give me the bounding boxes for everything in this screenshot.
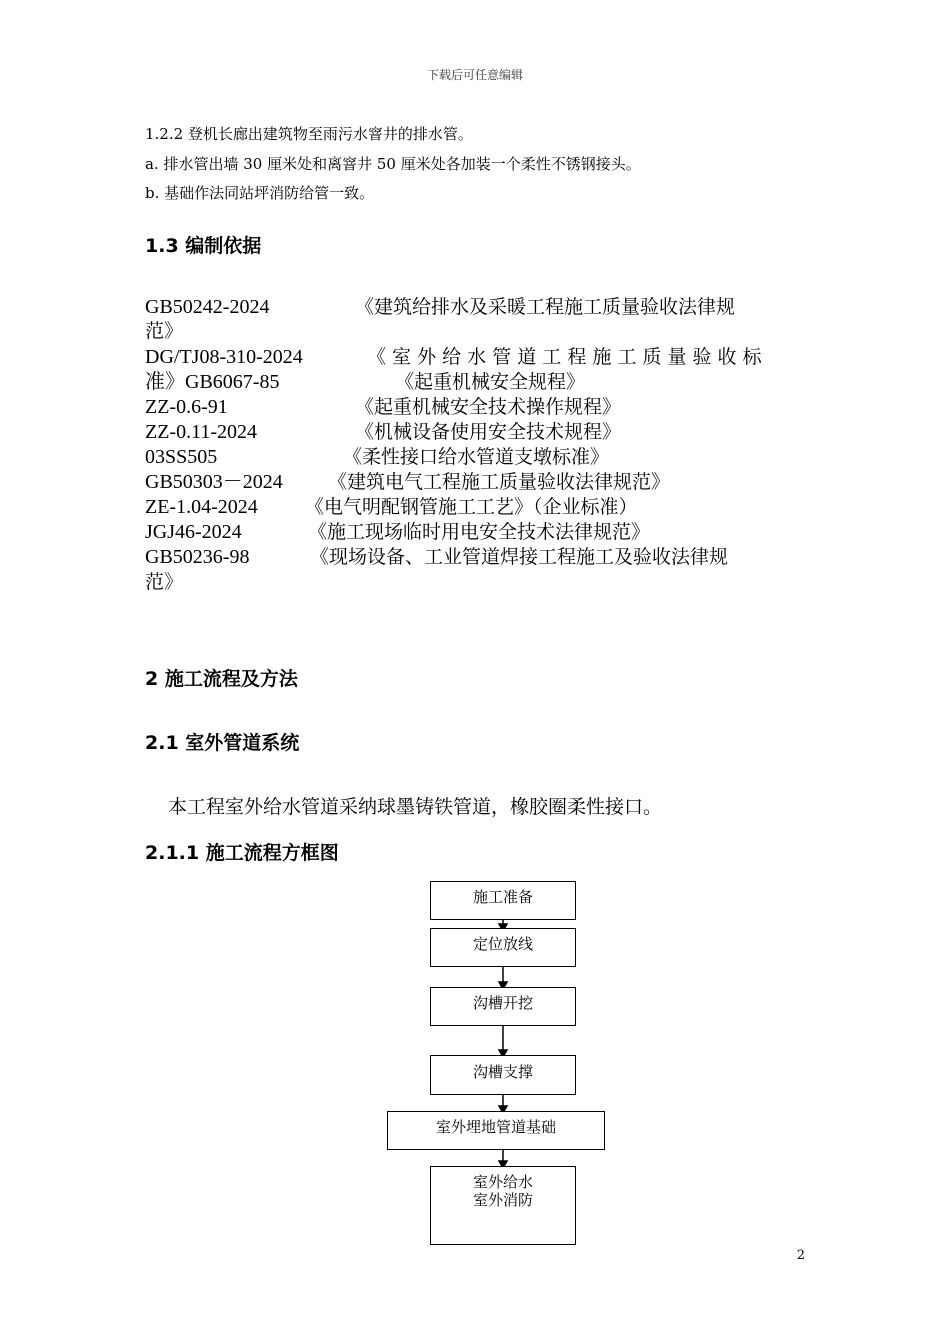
reference-code: ZZ-0.6-91 [145, 396, 228, 418]
reference-code: JGJ46-2024 [145, 521, 242, 543]
reference-code: ZE-1.04-2024 [145, 496, 258, 518]
flow-step-label: 室外埋地管道基础 [435, 1118, 556, 1136]
flow-step-label: 室外给水 [472, 1173, 533, 1191]
reference-title: 《建筑给排水及采暖工程施工质量验收法律规 [355, 296, 736, 318]
reference-continuation: 范》 [145, 571, 184, 593]
section-heading-2-1: 2.1 室外管道系统 [145, 732, 300, 754]
reference-title: 《现场设备、工业管道焊接工程施工及验收法律规 [310, 546, 729, 568]
reference-code: GB50236-98 [145, 546, 250, 568]
reference-code: ZZ-0.11-2024 [145, 421, 258, 443]
reference-title: 《 室 外 给 水 管 道 工 程 施 工 质 量 验 收 标 [367, 346, 762, 368]
flow-step-label: 定位放线 [472, 935, 533, 953]
body-paragraph: 本工程室外给水管道采纳球墨铸铁管道，橡胶圈柔性接口。 [168, 796, 663, 818]
flow-step-label: 施工准备 [472, 888, 533, 906]
flow-step-label: 沟槽开挖 [472, 994, 533, 1012]
reference-title: 《建筑电气工程施工质量验收法律规范》 [328, 471, 671, 493]
page-header: 下载后可任意编辑 [426, 68, 523, 82]
reference-title: 《电气明配钢管施工工艺》（企业标准） [305, 496, 638, 518]
flow-step-box [430, 881, 576, 920]
flow-step-box [387, 1111, 605, 1150]
flow-step-label: 沟槽支撑 [472, 1063, 533, 1081]
reference-code: 03SS505 [145, 446, 218, 468]
reference-title: 《机械设备使用安全技术规程》 [355, 421, 622, 443]
reference-title: 《起重机械安全技术操作规程》 [355, 396, 622, 418]
reference-continuation: 准》GB6067-85 [145, 371, 280, 393]
flow-step-label: 室外消防 [472, 1191, 533, 1209]
flow-step-box [430, 928, 576, 967]
reference-code: GB50303－2024 [145, 471, 283, 493]
section-heading-2-1-1: 2.1.1 施工流程方框图 [145, 842, 339, 864]
reference-continuation: 范》 [145, 320, 184, 342]
section-heading-2: 2 施工流程及方法 [145, 668, 298, 690]
intro-line-3: b. 基础作法同站坪消防给管一致。 [145, 184, 375, 202]
intro-line-2: a. 排水管出墙 30 厘米处和离窨井 50 厘米处各加装一个柔性不锈钢接头。 [145, 155, 641, 173]
flow-step-box [430, 987, 576, 1026]
reference-title: 《施工现场临时用电安全技术法律规范》 [308, 521, 651, 543]
page-number: 2 [796, 1248, 805, 1263]
flow-step-box-final [430, 1166, 576, 1245]
reference-code: DG/TJ08-310-2024 [145, 346, 303, 368]
reference-title: 《柔性接口给水管道支墩标准》 [343, 446, 610, 468]
reference-title: 《起重机械安全规程》 [395, 371, 586, 393]
flow-step-box [430, 1055, 576, 1095]
section-heading-1-3: 1.3 编制依据 [145, 235, 262, 257]
intro-line-1: 1.2.2 登机长廊出建筑物至雨污水窨井的排水管。 [145, 125, 473, 143]
reference-code: GB50242-2024 [145, 296, 270, 318]
